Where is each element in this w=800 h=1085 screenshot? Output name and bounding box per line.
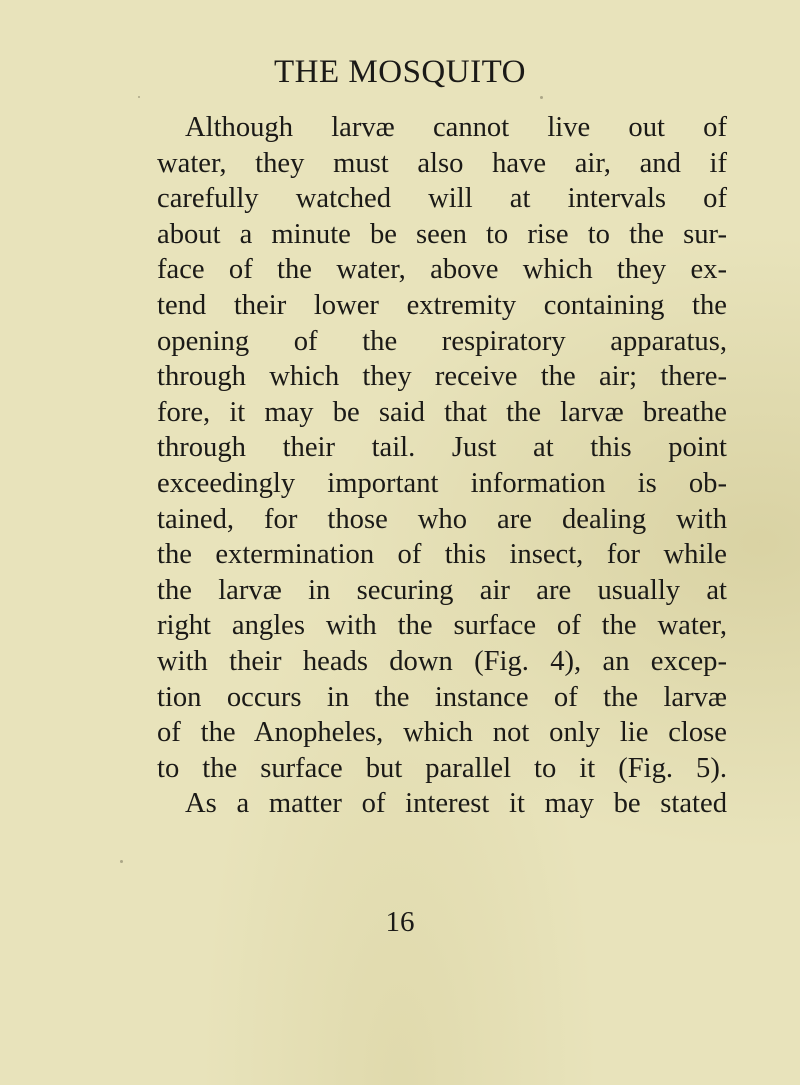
- paper-speck: [120, 860, 123, 863]
- text-line-15: right angles with the surface of the water,: [157, 610, 727, 642]
- text-line-16: with their heads down (Fig. 4), an excep-: [157, 645, 727, 677]
- text-line-20: As a matter of interest it may be stated: [185, 788, 727, 820]
- text-line-2: water, they must also have air, and if: [157, 147, 727, 179]
- text-line-11: exceedingly important information is ob-: [157, 467, 727, 499]
- text-line-8: through which they receive the air; there-: [157, 361, 727, 393]
- text-line-19: to the surface but parallel to it (Fig. 5).: [157, 752, 727, 784]
- text-line-3: carefully watched will at intervals of: [157, 183, 727, 215]
- text-line-1: Although larvæ cannot live out of: [185, 112, 727, 143]
- text-line-14: the larvæ in securing air are usually at: [157, 574, 727, 606]
- running-head: THE MOSQUITO: [274, 54, 526, 90]
- text-line-18: of the Anopheles, which not only lie close: [157, 717, 727, 749]
- text-line-12: tained, for those who are dealing with: [157, 503, 727, 535]
- text-line-13: the extermination of this insect, for while: [157, 539, 727, 571]
- text-line-17: tion occurs in the instance of the larvæ: [157, 681, 727, 713]
- paper-speck: [540, 96, 543, 99]
- text-line-9: fore, it may be said that the larvæ breathe: [157, 396, 727, 428]
- body-text: [157, 110, 727, 822]
- page-number: 16: [385, 906, 415, 938]
- text-line-4: about a minute be seen to rise to the sur-: [157, 218, 727, 250]
- text-line-7: opening of the respiratory apparatus,: [157, 325, 727, 357]
- text-line-5: face of the water, above which they ex-: [157, 254, 727, 286]
- paper-speck: [138, 96, 140, 98]
- text-line-10: through their tail. Just at this point: [157, 432, 727, 464]
- text-line-6: tend their lower extremity containing the: [157, 289, 727, 321]
